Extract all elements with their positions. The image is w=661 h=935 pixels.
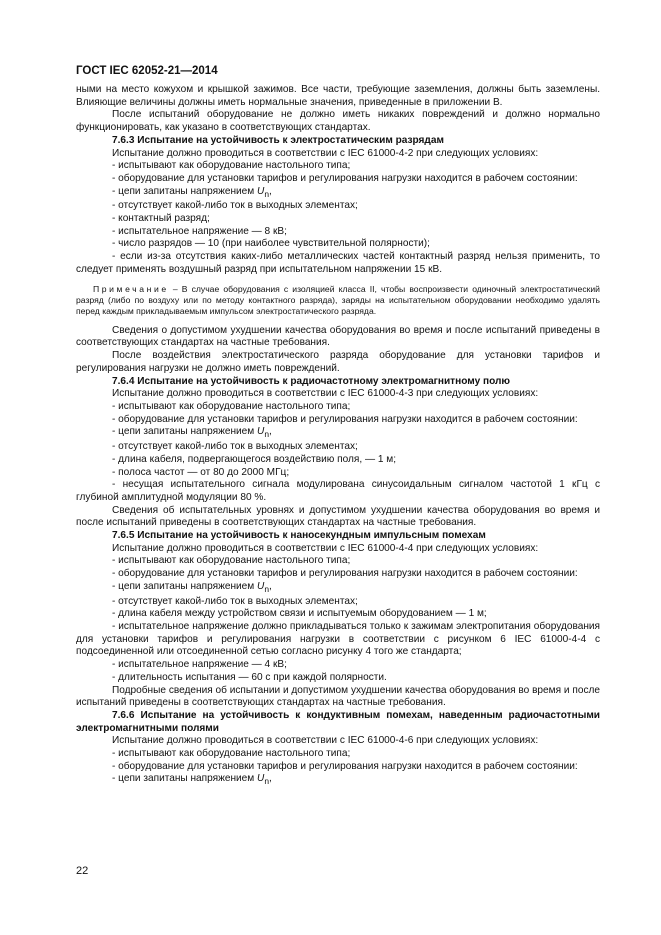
list-item: - испытывают как оборудование настольного типа; — [112, 401, 351, 412]
paragraph: Испытание должно проводиться в соответствии с IEC 61000-4-2 при следующих условиях: — [112, 147, 539, 159]
list-item-text: , — [269, 426, 272, 438]
voltage-symbol: U — [257, 426, 265, 438]
note-text: – В случае оборудования с изоляцией класса II, чтобы воспроизвести одиночный электростатический разряд (либо по воздуху или по методу контактного разряда), заряды на испытательном оборудовании необходимо удалять перед каждым прикладываемым импульсом электростатического разряда. — [76, 283, 600, 317]
paragraph: Подробные сведения об испытании и допустимом ухудшении качества оборудования во время и после испытаний приведены в соответствующих стандартах на частные требования. — [76, 684, 600, 709]
document-code-header: ГОСТ IEC 62052-21—2014 — [76, 65, 218, 77]
list-item: - оборудование для установки тарифов и регулирования нагрузки находится в рабочем состоянии: — [112, 760, 578, 772]
list-item: - оборудование для установки тарифов и регулирования нагрузки находится в рабочем состоянии: — [112, 413, 578, 425]
list-item-text: , — [269, 773, 272, 785]
note-label: Примечание — [93, 283, 169, 294]
list-item-text: - цепи запитаны напряжением — [112, 580, 258, 592]
list-item: - испытательное напряжение — 8 кВ; — [112, 225, 287, 237]
paragraph: Сведения о допустимом ухудшении качества оборудования во время и после испытаний приведены в соответствующих стандартах на частные требования. — [76, 324, 600, 349]
list-item: - испытывают как оборудование настольного типа; — [112, 748, 351, 760]
list-item: - отсутствует какой-либо ток в выходных элементах; — [112, 441, 358, 453]
list-item: - отсутствует какой-либо ток в выходных элементах; — [112, 200, 358, 212]
list-item: - испытательное напряжение должно прикладываться только к зажимам электропитания оборудования для установки тарифов и регулирования нагрузки в соответствии с рисунком 6 IEC 61000-4-4 с подсоединенной или отсоединенной сетью согласно рисунку 4 того же стандарта; — [76, 620, 600, 658]
list-item — [76, 581, 600, 596]
list-item: - оборудование для установки тарифов и регулирования нагрузки находится в рабочем состоянии: — [112, 568, 578, 580]
paragraph: После воздействия электростатического разряда оборудование для установки тарифов и регулирования нагрузки не должно иметь повреждений. — [76, 350, 600, 374]
list-item: - полоса частот — от 80 до 2000 МГц; — [112, 466, 290, 478]
list-item: - если из-за отсутствия каких-либо металлических частей контактный разряд нельзя применить, то следует применять воздушный разряд при испытательном напряжении 15 кВ. — [76, 251, 600, 275]
section-heading-7-6-6: 7.6.6 Испытание на устойчивость к кондуктивным помехам, наведенным радиочастотными электромагнитными полями — [76, 709, 600, 734]
paragraph: Испытание должно проводиться в соответствии с IEC 61000-4-3 при следующих условиях: — [112, 388, 539, 400]
section-heading-7-6-4: 7.6.4 Испытание на устойчивость к радиочастотному электромагнитному полю — [112, 375, 511, 387]
voltage-subscript: n — [264, 776, 269, 787]
list-item: - несущая испытательного сигнала модулирована синусоидальным сигналом частотой 1 кГц с глубиной амплитудной модуляции 80 %. — [76, 479, 600, 503]
list-item: - длительность испытания — 60 с при каждой полярности. — [112, 671, 387, 683]
list-item-text: - цепи запитаны напряжением — [112, 773, 258, 785]
section-heading-7-6-5: 7.6.5 Испытание на устойчивость к наносекундным импульсным помехам — [112, 530, 486, 542]
paragraph: Испытание должно проводиться в соответствии с IEC 61000-4-4 при следующих условиях: — [112, 542, 539, 554]
page-body — [76, 84, 600, 788]
list-item-text: , — [269, 580, 272, 592]
list-item: - испытывают как оборудование настольного типа; — [112, 555, 351, 567]
list-item — [76, 426, 600, 441]
list-item-text: - цепи запитаны напряжением — [112, 426, 258, 438]
list-item: - испытательное напряжение — 4 кВ; — [112, 659, 287, 671]
voltage-subscript: n — [264, 188, 269, 199]
list-item — [76, 773, 600, 788]
list-item: - длина кабеля, подвергающегося воздействию поля, — 1 м; — [112, 453, 397, 465]
paragraph: Испытание должно проводиться в соответствии с IEC 61000-4-6 при следующих условиях: — [112, 735, 539, 747]
paragraph: ными на место кожухом и крышкой зажимов. Все части, требующие заземления, должны быть заземлены. Влияющие величины должны иметь нормальные значения, приведенные в приложении В. — [76, 84, 600, 108]
list-item-text: , — [269, 185, 272, 197]
voltage-symbol: U — [257, 185, 265, 197]
voltage-symbol: U — [257, 580, 265, 592]
page-number: 22 — [76, 865, 89, 877]
list-item: - испытывают как оборудование настольного типа; — [112, 160, 351, 172]
list-item: - контактный разряд; — [112, 213, 210, 225]
voltage-subscript: n — [264, 429, 269, 440]
list-item-text: - цепи запитаны напряжением — [112, 185, 258, 197]
paragraph: Сведения об испытательных уровнях и допустимом ухудшении качества оборудования во время и после испытаний приведены в соответствующих стандартах на частные требования. — [76, 504, 600, 529]
list-item: - оборудование для установки тарифов и регулирования нагрузки находится в рабочем состоянии: — [112, 172, 578, 184]
list-item: - длина кабеля между устройством связи и испытуемым оборудованием — 1 м; — [112, 608, 487, 620]
section-heading-7-6-3: 7.6.3 Испытание на устойчивость к электростатическим разрядам — [112, 134, 444, 146]
list-item: - отсутствует какой-либо ток в выходных элементах; — [112, 595, 358, 607]
list-item: - число разрядов — 10 (при наиболее чувствительной полярности); — [112, 238, 430, 250]
voltage-subscript: n — [264, 583, 269, 594]
note — [76, 284, 600, 318]
list-item — [76, 186, 600, 201]
paragraph: После испытаний оборудование не должно иметь никаких повреждений и должно нормально функционировать, как указано в соответствующих стандартах. — [76, 109, 600, 134]
voltage-symbol: U — [257, 773, 265, 785]
